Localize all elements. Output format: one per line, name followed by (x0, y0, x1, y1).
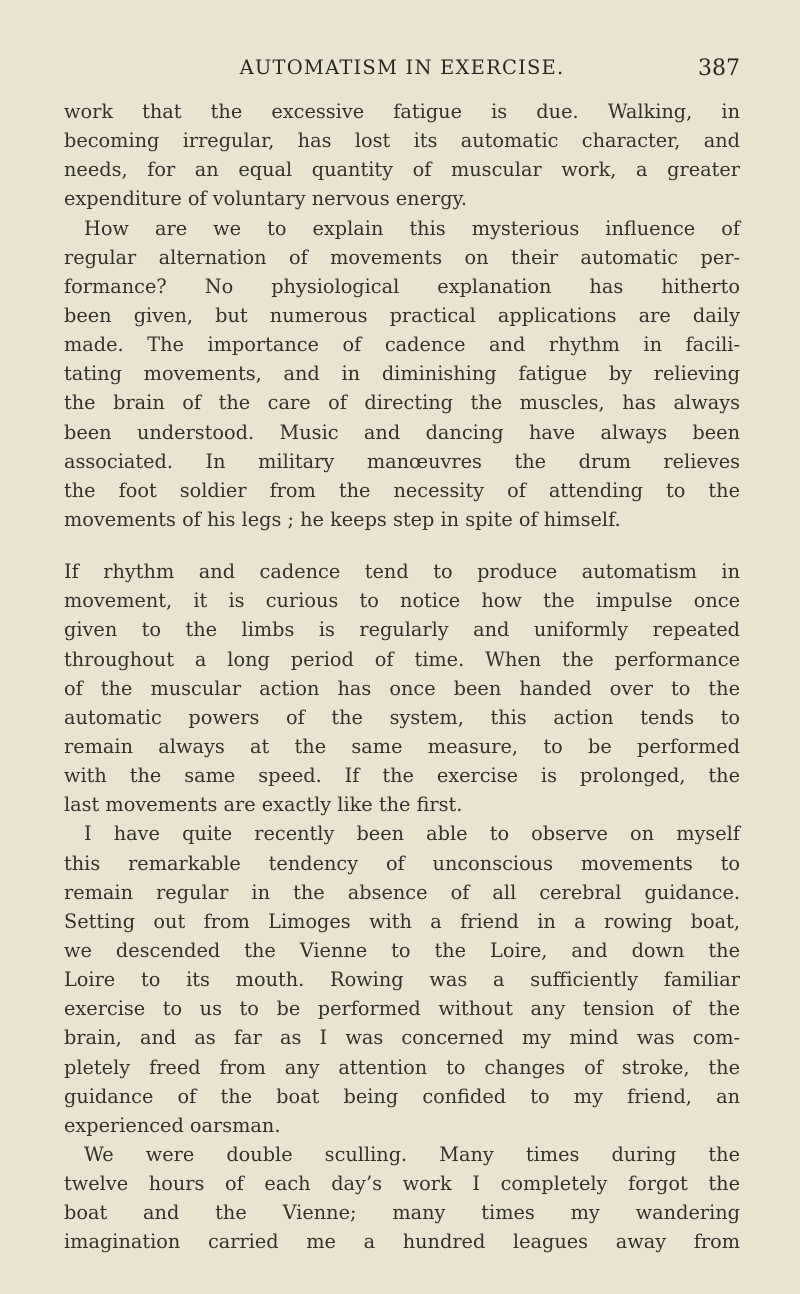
paragraph (64, 97, 740, 214)
text-line: We were double sculling. Many times during the (84, 1142, 740, 1166)
text-line: given to the limbs is regularly and uniformly repeated (64, 618, 740, 642)
running-head (64, 56, 740, 86)
text-line: this remarkable tendency of unconscious movements to (64, 851, 740, 875)
text-line: pletely freed from any attention to changes of stroke, the (64, 1055, 740, 1079)
text-line: imagination carried me a hundred leagues away from (64, 1230, 740, 1254)
paragraph (64, 1140, 740, 1257)
text-line: the foot soldier from the necessity of attending to the (64, 478, 740, 502)
text-line: boat and the Vienne; many times my wandering (64, 1201, 740, 1225)
paragraph (64, 214, 740, 535)
text-line: needs, for an equal quantity of muscular work, a greater (64, 158, 740, 182)
text-line: expenditure of voluntary nervous energy. (64, 187, 467, 211)
text-line: Setting out from Limoges with a friend in a rowing boat, (64, 909, 740, 933)
text-line: exercise to us to be performed without any tension of the (64, 997, 740, 1021)
text-line: with the same speed. If the exercise is prolonged, the (64, 764, 740, 788)
paragraph (64, 819, 740, 1140)
text-line: work that the excessive fatigue is due. Walking, in (64, 100, 740, 123)
text-line: remain regular in the absence of all cerebral guidance. (64, 880, 740, 904)
text-line: automatic powers of the system, this action tends to (64, 705, 740, 729)
text-line: brain, and as far as I was concerned my mind was com- (64, 1026, 740, 1050)
text-line: been given, but numerous practical applications are daily (64, 303, 740, 327)
text-line: associated. In military manœuvres the drum relieves (64, 449, 740, 473)
running-title: AUTOMATISM IN EXERCISE. (239, 56, 565, 79)
text-line: we descended the Vienne to the Loire, and down the (64, 938, 740, 962)
page-number: 387 (698, 56, 740, 81)
body-text (64, 97, 740, 1256)
text-line: regular alternation of movements on their automatic per- (64, 245, 740, 269)
text-line: tating movements, and in diminishing fatigue by relieving (64, 362, 740, 386)
text-line: movements of his legs ; he keeps step in spite of himself. (64, 507, 621, 531)
text-line: been understood. Music and dancing have always been (64, 420, 740, 444)
text-line: last movements are exactly like the first. (64, 793, 463, 817)
text-line: I have quite recently been able to observe on myself (84, 822, 740, 846)
text-line: the brain of the care of directing the muscles, has always (64, 391, 740, 415)
text-line: of the muscular action has once been handed over to the (64, 676, 740, 700)
text-line: guidance of the boat being confided to my friend, an (64, 1084, 740, 1108)
text-line: throughout a long period of time. When the performance (64, 647, 740, 671)
paragraph (64, 557, 740, 819)
text-line: How are we to explain this mysterious influence of (84, 216, 740, 240)
text-line: movement, it is curious to notice how the impulse once (64, 589, 740, 613)
text-line: Loire to its mouth. Rowing was a sufficiently familiar (64, 968, 740, 992)
text-line: remain always at the same measure, to be performed (64, 734, 740, 758)
text-line: formance? No physiological explanation has hitherto (64, 274, 740, 298)
section-gap (64, 534, 740, 557)
text-line: becoming irregular, has lost its automatic character, and (64, 129, 740, 153)
text-line: made. The importance of cadence and rhythm in facili- (64, 333, 740, 357)
text-line: If rhythm and cadence tend to produce automatism in (64, 560, 740, 584)
text-line: twelve hours of each day’s work I completely forgot the (64, 1172, 740, 1196)
text-line: experienced oarsman. (64, 1113, 281, 1137)
